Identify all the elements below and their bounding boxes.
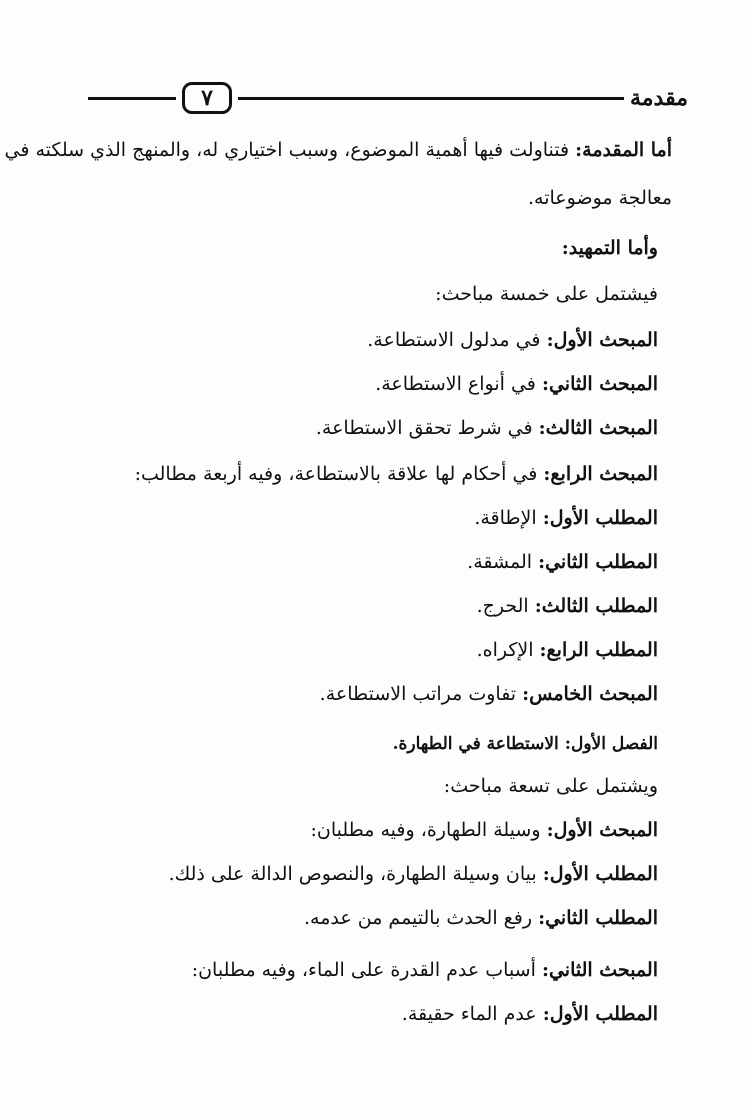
text-line: المبحث الأول: وسيلة الطهارة، وفيه مطلبان: <box>310 819 658 841</box>
header-rule-right <box>238 97 624 100</box>
chapter-title: مقدمة <box>629 85 688 111</box>
text-line: المبحث الرابع: في أحكام لها علاقة بالاستطاعة، وفيه أربعة مطالب: <box>134 463 658 485</box>
text-line: المطلب الثالث: الحرج. <box>476 595 658 617</box>
text-line: المطلب الرابع: الإكراه. <box>476 639 658 661</box>
text-line: المبحث الثاني: أسباب عدم القدرة على الماء، وفيه مطلبان: <box>191 959 658 981</box>
text-line: فيشتمل على خمسة مباحث: <box>435 283 658 305</box>
text-line: معالجة موضوعاته. <box>528 187 672 209</box>
text-line: المطلب الأول: عدم الماء حقيقة. <box>401 1003 658 1025</box>
page-header <box>88 80 688 116</box>
text-line: المطلب الأول: بيان وسيلة الطهارة، والنصوص الدالة على ذلك. <box>168 863 658 885</box>
text-line: المطلب الأول: الإطاقة. <box>474 507 658 529</box>
header-rule-left <box>88 97 176 100</box>
text-line: المطلب الثاني: رفع الحدث بالتيمم من عدمه. <box>303 907 658 929</box>
text-line: المبحث الخامس: تفاوت مراتب الاستطاعة. <box>319 683 658 705</box>
text-line: أما المقدمة: فتناولت فيها أهمية الموضوع، وسبب اختياري له، والمنهج الذي سلكته في <box>4 139 672 161</box>
page-number: ٧ <box>201 85 213 111</box>
page-number-box <box>182 82 232 114</box>
text-line: المطلب الثاني: المشقة. <box>467 551 658 573</box>
text-line: المبحث الأول: في مدلول الاستطاعة. <box>367 329 658 351</box>
text-line: المبحث الثاني: في أنواع الاستطاعة. <box>375 373 658 395</box>
text-line: ويشتمل على تسعة مباحث: <box>443 775 658 797</box>
text-line: الفصل الأول: الاستطاعة في الطهارة. <box>392 734 658 754</box>
text-line: المبحث الثالث: في شرط تحقق الاستطاعة. <box>315 417 658 439</box>
text-line: وأما التمهيد: <box>561 237 658 259</box>
